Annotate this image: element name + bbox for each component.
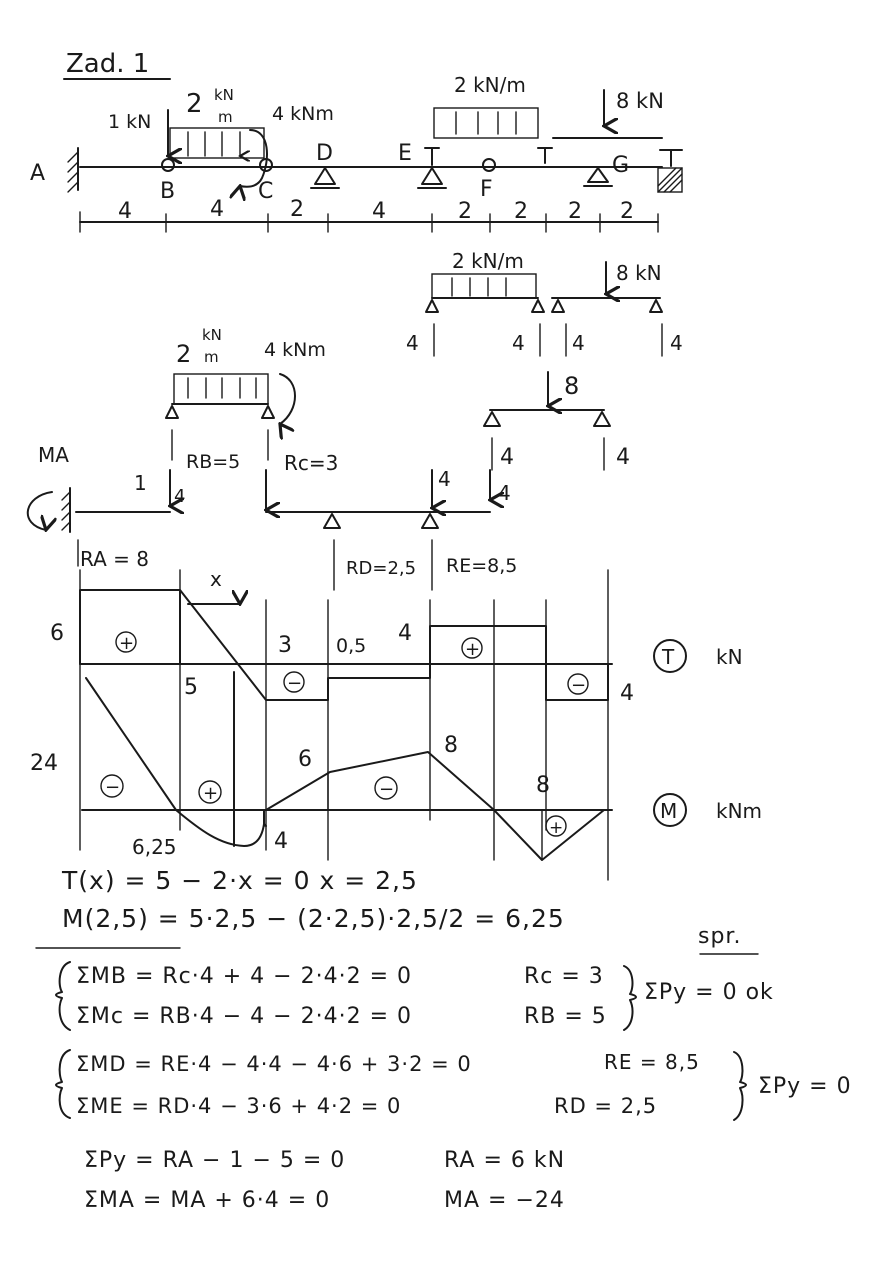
left-load-unit-den: m <box>218 108 233 126</box>
right-subsystem <box>426 262 662 508</box>
check-label: spr. <box>698 924 742 949</box>
equation-py: ΣPy = RA − 1 − 5 = 0 <box>84 1148 346 1173</box>
result-re: RE = 8,5 <box>604 1050 700 1074</box>
sub-left-load-value: 2 <box>176 340 192 368</box>
problem-title: Zad. 1 <box>66 49 150 79</box>
moment-label: 4 kNm <box>272 103 334 125</box>
sub-right-reaction-3: 4 <box>572 331 585 355</box>
shear-x-label: x <box>210 567 222 591</box>
point-label-c: C <box>258 179 274 204</box>
transfer-force-1: 4 <box>438 467 451 491</box>
right-load-label: 2 kN/m <box>454 73 526 97</box>
svg-text:2: 2 <box>568 199 582 224</box>
diagram-grid <box>80 570 608 880</box>
reaction-rb-label: RB=5 <box>186 451 241 473</box>
brace-right-1 <box>624 966 636 1030</box>
point-label-d: D <box>316 141 333 166</box>
equation-me: ΣME = RD·4 − 3·6 + 4·2 = 0 <box>76 1094 402 1118</box>
result-rc: Rc = 3 <box>524 964 604 989</box>
moment-value-8b: 8 <box>536 773 550 798</box>
point-label-g: G <box>612 153 630 178</box>
equation-mc: ΣMc = RB·4 − 4 − 2·4·2 = 0 <box>76 1004 412 1029</box>
sub-left-load-unit-num: kN <box>202 326 222 344</box>
sub-left-load-unit-den: m <box>204 348 219 366</box>
moment-diagram <box>82 672 612 860</box>
svg-text:+: + <box>119 633 135 654</box>
shear-zero-calc: T(x) = 5 − 2·x = 0 x = 2,5 <box>62 866 418 895</box>
max-moment-calc: M(2,5) = 5·2,5 − (2·2,5)·2,5/2 = 6,25 <box>62 904 565 933</box>
shear-symbol: T <box>662 645 675 669</box>
result-ra: RA = 6 kN <box>444 1148 566 1173</box>
ra-label: RA = 8 <box>80 547 149 571</box>
moment-value-625: 6,25 <box>132 835 177 859</box>
svg-text:+: + <box>549 818 564 838</box>
sub-right-reaction-1: 4 <box>406 331 419 355</box>
moment-symbol: M <box>660 799 678 823</box>
point-force-label: 1 kN <box>108 111 152 133</box>
sub-left-moment: 4 kNm <box>264 339 326 361</box>
equation-md: ΣMD = RE·4 − 4·4 − 4·6 + 3·2 = 0 <box>76 1052 472 1076</box>
transfer-force-four: 4 <box>174 486 186 507</box>
svg-text:2: 2 <box>514 199 528 224</box>
transfer-force-2: 4 <box>498 481 511 505</box>
right-force-label: 8 kN <box>616 89 664 113</box>
brace-left-1 <box>56 962 70 1030</box>
shear-value-4a: 4 <box>398 621 412 646</box>
svg-text:−: − <box>287 673 303 694</box>
svg-text:4: 4 <box>372 199 386 224</box>
moment-value-8a: 8 <box>444 733 458 758</box>
lower-right-reaction-1: 4 <box>500 445 514 470</box>
left-load-value: 2 <box>186 89 203 119</box>
equation-mb: ΣMB = Rc·4 + 4 − 2·4·2 = 0 <box>76 964 412 989</box>
shear-value-5: 5 <box>184 675 198 700</box>
brace-left-2 <box>56 1050 70 1118</box>
shear-value-3: 3 <box>278 633 292 658</box>
left-load-unit-num: kN <box>214 86 234 104</box>
lower-right-reaction-2: 4 <box>616 445 630 470</box>
re-label: RE=8,5 <box>446 555 518 577</box>
sub-right-force-label: 8 kN <box>616 261 662 285</box>
point-label-f: F <box>480 177 493 202</box>
check-sum-2: ΣPy = 0 <box>758 1074 852 1099</box>
svg-text:2: 2 <box>458 199 472 224</box>
point-label-a: A <box>30 161 46 186</box>
sub-right-load-label: 2 kN/m <box>452 249 524 273</box>
moment-value-6: 6 <box>298 747 312 772</box>
result-ma: MA = −24 <box>444 1188 565 1213</box>
result-rb: RB = 5 <box>524 1004 607 1029</box>
rd-label: RD=2,5 <box>346 558 417 579</box>
shear-value-4b: 4 <box>620 681 634 706</box>
check-sum-1: ΣPy = 0 ok <box>644 980 774 1005</box>
svg-text:−: − <box>571 675 587 696</box>
shear-value-05: 0,5 <box>336 635 367 657</box>
moment-value-24: 24 <box>30 751 58 776</box>
moment-value-4: 4 <box>274 829 288 854</box>
sub-right-reaction-2: 4 <box>512 331 525 355</box>
point-label-e: E <box>398 141 412 166</box>
reaction-rc-label: Rc=3 <box>284 451 339 475</box>
main-lower-beam <box>28 488 490 590</box>
shear-value-6: 6 <box>50 621 64 646</box>
svg-text:−: − <box>379 779 395 800</box>
moment-sign-markers <box>101 775 566 838</box>
shear-unit: kN <box>716 645 743 669</box>
moment-unit: kNm <box>716 799 763 823</box>
sub-right-reaction-4: 4 <box>670 331 683 355</box>
point-label-b: B <box>160 179 176 204</box>
transfer-force-one: 1 <box>134 471 147 495</box>
svg-text:+: + <box>465 639 481 660</box>
equation-ma: ΣMA = MA + 6·4 = 0 <box>84 1188 331 1213</box>
ma-label: MA <box>38 443 69 467</box>
svg-text:2: 2 <box>620 199 634 224</box>
brace-right-2 <box>734 1052 746 1120</box>
span-labels <box>118 197 634 224</box>
svg-text:4: 4 <box>210 197 224 222</box>
result-rd: RD = 2,5 <box>554 1094 658 1118</box>
svg-text:+: + <box>203 783 219 804</box>
svg-text:4: 4 <box>118 199 132 224</box>
lower-right-force: 8 <box>564 372 580 400</box>
svg-text:−: − <box>105 777 121 798</box>
svg-text:2: 2 <box>290 197 304 222</box>
